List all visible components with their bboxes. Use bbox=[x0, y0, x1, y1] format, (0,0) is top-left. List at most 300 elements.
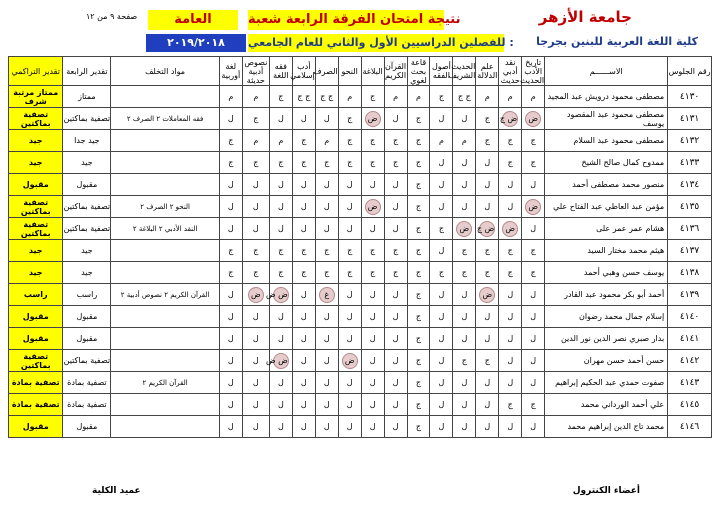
grade-value: ض bbox=[342, 353, 358, 369]
grade-value: ل bbox=[369, 290, 376, 299]
grade-value: ل bbox=[369, 312, 376, 321]
grade-cell bbox=[476, 152, 499, 174]
grade-cell bbox=[338, 394, 361, 416]
grade-value: ل bbox=[484, 312, 491, 321]
student-name: هيثم محمد مختار السيد bbox=[545, 240, 668, 262]
grade-cell bbox=[242, 108, 269, 130]
grade-value: ج bbox=[415, 268, 422, 277]
failed-subjects bbox=[111, 328, 219, 350]
grade-value: ل bbox=[438, 334, 445, 343]
grade-cell bbox=[522, 108, 545, 130]
grade-cell bbox=[361, 218, 384, 240]
grade-value: ج bbox=[301, 158, 307, 167]
grade-value: ل bbox=[507, 334, 514, 343]
grade-value: ل bbox=[369, 180, 376, 189]
fourth-year-grade: تصفية بماكتين bbox=[63, 108, 111, 130]
seat-number: ٤١٣٤ bbox=[668, 174, 712, 196]
grade-value: م bbox=[253, 92, 259, 101]
grade-cell bbox=[361, 416, 384, 438]
grade-value: ل bbox=[530, 334, 537, 343]
seat-number: ٤١٣٩ bbox=[668, 284, 712, 306]
college-name: كلية اللغة العربية للبنين بجرجا bbox=[536, 35, 698, 48]
grade-cell bbox=[453, 174, 476, 196]
grade-value: ج bbox=[415, 356, 422, 365]
grade-cell bbox=[384, 86, 407, 108]
cumulative-grade: مقبول bbox=[9, 306, 63, 328]
grade-cell bbox=[269, 306, 292, 328]
fourth-year-grade: تصفية بمادة bbox=[63, 394, 111, 416]
grade-value: ل bbox=[530, 224, 537, 233]
grade-value: ل bbox=[392, 334, 399, 343]
grade-value: ل bbox=[227, 224, 234, 233]
grade-cell bbox=[384, 240, 407, 262]
grade-value: ج bbox=[253, 114, 259, 123]
grade-value: ج bbox=[392, 136, 399, 145]
grade-cell bbox=[315, 262, 338, 284]
failed-subjects bbox=[111, 240, 219, 262]
table-row bbox=[9, 86, 712, 108]
grade-value: ج bbox=[392, 158, 399, 167]
failed-subjects bbox=[111, 306, 219, 328]
grade-value: ل bbox=[323, 400, 330, 409]
grade-value: ل bbox=[392, 114, 399, 123]
grade-value: م bbox=[324, 136, 330, 145]
grade-value: ج bbox=[370, 136, 376, 145]
cumulative-grade: تصفية بمادة bbox=[9, 372, 63, 394]
grade-cell bbox=[219, 416, 242, 438]
table-row bbox=[9, 306, 712, 328]
grade-value: م bbox=[253, 136, 259, 145]
grade-value: ل bbox=[323, 422, 330, 431]
grade-value: ج bbox=[347, 136, 353, 145]
grade-value: ل bbox=[300, 400, 307, 409]
seat-number: ٤١٣٢ bbox=[668, 130, 712, 152]
grade-value: ل bbox=[438, 114, 445, 123]
col-failed: مواد التخلف bbox=[111, 57, 219, 86]
grade-cell bbox=[384, 306, 407, 328]
seat-number: ٤١٣٦ bbox=[668, 218, 712, 240]
grade-value: ل bbox=[392, 180, 399, 189]
grade-value: ج bbox=[530, 158, 536, 167]
grade-value: ج bbox=[347, 246, 353, 255]
result-title: نتيجة امتحان الفرقة الرابعة شعبة bbox=[248, 10, 444, 30]
grade-cell bbox=[453, 152, 476, 174]
grade-value: ل bbox=[461, 422, 468, 431]
grade-cell bbox=[522, 130, 545, 152]
grade-cell bbox=[522, 284, 545, 306]
grade-cell bbox=[384, 372, 407, 394]
grade-value: ج bbox=[228, 158, 234, 167]
grade-value: ل bbox=[227, 312, 234, 321]
grade-value: ل bbox=[227, 334, 234, 343]
grade-cell bbox=[361, 108, 384, 130]
col-subject: الصرف bbox=[315, 57, 338, 86]
grade-value: ل bbox=[438, 356, 445, 365]
grade-cell bbox=[499, 372, 522, 394]
grade-cell bbox=[476, 394, 499, 416]
grade-value: ل bbox=[346, 400, 353, 409]
cumulative-grade: تصفية بماكتين bbox=[9, 108, 63, 130]
grade-cell bbox=[219, 174, 242, 196]
grade-cell bbox=[269, 372, 292, 394]
grade-value: ل bbox=[346, 180, 353, 189]
grade-value: ل bbox=[300, 202, 307, 211]
grade-value: ض ج bbox=[479, 221, 495, 237]
grade-value: ج bbox=[324, 158, 330, 167]
grade-value: م bbox=[278, 136, 284, 145]
grade-value: ض bbox=[365, 199, 381, 215]
grade-cell bbox=[430, 394, 453, 416]
col-subject: لغة أوربية bbox=[219, 57, 242, 86]
grade-cell bbox=[476, 328, 499, 350]
grade-cell bbox=[338, 350, 361, 372]
grade-value: ج bbox=[347, 268, 353, 277]
grade-value: ج bbox=[484, 246, 490, 255]
grade-value: ل bbox=[484, 202, 491, 211]
col-subject: النحو bbox=[338, 57, 361, 86]
grade-cell bbox=[242, 306, 269, 328]
grade-value: ل bbox=[461, 334, 468, 343]
grade-value: ل bbox=[461, 378, 468, 387]
grade-value: ل bbox=[484, 180, 491, 189]
grade-cell bbox=[430, 174, 453, 196]
grade-value: ل bbox=[507, 290, 514, 299]
grade-value: ل bbox=[277, 378, 284, 387]
table-row bbox=[9, 350, 712, 372]
grade-value: م bbox=[507, 92, 513, 101]
fourth-year-grade: تصفية بماكتين bbox=[63, 218, 111, 240]
grade-value: ج bbox=[438, 224, 444, 233]
grade-value: ج bbox=[415, 224, 422, 233]
grade-value: ض bbox=[525, 111, 541, 127]
grade-cell bbox=[242, 416, 269, 438]
student-name: هشام عمر عمر على bbox=[545, 218, 668, 240]
grade-value: ل bbox=[369, 378, 376, 387]
grade-cell bbox=[219, 394, 242, 416]
table-row bbox=[9, 328, 712, 350]
grade-cell bbox=[407, 372, 430, 394]
grade-cell bbox=[269, 394, 292, 416]
grade-cell bbox=[407, 86, 430, 108]
grade-value: ل bbox=[277, 202, 284, 211]
grade-cell bbox=[242, 196, 269, 218]
student-name: مصطفى محمود درويش عبد المجيد bbox=[545, 86, 668, 108]
grade-cell bbox=[219, 262, 242, 284]
grade-cell bbox=[338, 306, 361, 328]
grade-value: ج bbox=[228, 136, 234, 145]
grade-cell bbox=[407, 284, 430, 306]
grade-value: ل bbox=[461, 114, 468, 123]
fourth-year-grade: تصفية بماكتين bbox=[63, 196, 111, 218]
grade-value: ل bbox=[227, 356, 234, 365]
grade-cell bbox=[384, 262, 407, 284]
cumulative-grade: مقبول bbox=[9, 328, 63, 350]
grade-cell bbox=[292, 174, 315, 196]
seat-number: ٤١٣٨ bbox=[668, 262, 712, 284]
grade-cell bbox=[384, 328, 407, 350]
fourth-year-grade: ممتاز bbox=[63, 86, 111, 108]
grade-value: ض ج bbox=[502, 111, 518, 127]
seat-number: ٤١٤٠ bbox=[668, 306, 712, 328]
grade-value: ج bbox=[301, 268, 307, 277]
grade-value: ل bbox=[392, 224, 399, 233]
grade-cell bbox=[430, 240, 453, 262]
grade-cell bbox=[361, 174, 384, 196]
grade-cell bbox=[499, 152, 522, 174]
grade-cell bbox=[407, 262, 430, 284]
grade-cell bbox=[361, 284, 384, 306]
grade-cell bbox=[407, 218, 430, 240]
grade-value: م bbox=[438, 136, 444, 145]
grade-value: ل bbox=[300, 312, 307, 321]
grade-value: ج bbox=[278, 268, 284, 277]
failed-subjects bbox=[111, 262, 219, 284]
grade-cell bbox=[499, 240, 522, 262]
fourth-year-grade: جيد bbox=[63, 152, 111, 174]
seat-number: ٤١٣٧ bbox=[668, 240, 712, 262]
grade-value: ل bbox=[300, 224, 307, 233]
grade-cell bbox=[499, 328, 522, 350]
grade-cell bbox=[522, 394, 545, 416]
grade-cell bbox=[453, 196, 476, 218]
cumulative-grade: مقبول bbox=[9, 416, 63, 438]
seat-number: ٤١٤٣ bbox=[668, 372, 712, 394]
grade-cell bbox=[453, 306, 476, 328]
grade-cell bbox=[269, 262, 292, 284]
student-name: مصطفى محمود عبد المقصود يوسف bbox=[545, 108, 668, 130]
grade-value: ل bbox=[438, 290, 445, 299]
grade-cell bbox=[242, 372, 269, 394]
grade-value: ل bbox=[323, 334, 330, 343]
grade-value: ض bbox=[456, 221, 472, 237]
grade-cell bbox=[269, 130, 292, 152]
grade-value: ج bbox=[484, 136, 490, 145]
grade-value: ل bbox=[484, 334, 491, 343]
grade-value: ل bbox=[507, 312, 514, 321]
seat-number: ٤١٤١ bbox=[668, 328, 712, 350]
grade-value: ل bbox=[323, 224, 330, 233]
seat-number: ٤١٣٠ bbox=[668, 86, 712, 108]
grade-cell bbox=[361, 240, 384, 262]
cumulative-grade: تصفية بماكتين bbox=[9, 350, 63, 372]
grade-value: ل bbox=[392, 312, 399, 321]
grade-cell bbox=[292, 218, 315, 240]
grade-value: ل bbox=[346, 202, 353, 211]
seat-number: ٤١٤٢ bbox=[668, 350, 712, 372]
failed-subjects: فقه المعاملات ٢ الصرف ٢ bbox=[111, 108, 219, 130]
fourth-year-grade: جيد جدا bbox=[63, 130, 111, 152]
grade-cell bbox=[242, 86, 269, 108]
grade-value: م bbox=[416, 92, 421, 101]
seat-number: ٤١٤٥ bbox=[668, 394, 712, 416]
grade-cell bbox=[269, 218, 292, 240]
grade-value: ج bbox=[461, 356, 467, 365]
grade-cell bbox=[338, 240, 361, 262]
table-row bbox=[9, 284, 712, 306]
grade-value: ل bbox=[461, 180, 468, 189]
grade-value: م bbox=[484, 92, 490, 101]
grade-cell bbox=[315, 372, 338, 394]
grade-cell bbox=[315, 416, 338, 438]
grade-cell bbox=[315, 196, 338, 218]
header-row bbox=[9, 57, 712, 86]
grade-value: ج bbox=[370, 268, 376, 277]
grade-value: ج bbox=[507, 246, 513, 255]
table-row bbox=[9, 240, 712, 262]
grade-value: ج bbox=[347, 114, 353, 123]
grade-value: ل bbox=[277, 422, 284, 431]
grade-cell bbox=[499, 174, 522, 196]
grade-cell bbox=[522, 350, 545, 372]
grade-value: ج bbox=[438, 268, 444, 277]
grade-cell bbox=[499, 108, 522, 130]
grade-cell bbox=[499, 86, 522, 108]
grade-cell bbox=[430, 306, 453, 328]
grade-cell bbox=[407, 328, 430, 350]
grade-value: ل bbox=[484, 400, 491, 409]
grade-value: ل bbox=[392, 356, 399, 365]
grade-cell bbox=[269, 416, 292, 438]
grade-value: ل bbox=[300, 378, 307, 387]
grade-cell bbox=[338, 328, 361, 350]
grade-cell bbox=[499, 350, 522, 372]
grade-cell bbox=[453, 350, 476, 372]
col-subject: تاريخ الأدب الحديث bbox=[520, 57, 545, 85]
grade-value: ل bbox=[484, 158, 491, 167]
grade-value: ل bbox=[277, 114, 284, 123]
grade-cell bbox=[430, 262, 453, 284]
grade-value: ج bbox=[484, 356, 490, 365]
grade-cell bbox=[219, 306, 242, 328]
grade-value: ج bbox=[507, 158, 513, 167]
grade-cell bbox=[476, 196, 499, 218]
grade-value: ل bbox=[438, 378, 445, 387]
grade-cell bbox=[384, 196, 407, 218]
table-row bbox=[9, 218, 712, 240]
grade-cell bbox=[292, 108, 315, 130]
grade-cell bbox=[430, 372, 453, 394]
grade-cell bbox=[292, 262, 315, 284]
grade-cell bbox=[269, 174, 292, 196]
grade-value: ل bbox=[530, 422, 537, 431]
grade-cell bbox=[315, 218, 338, 240]
grade-cell bbox=[269, 196, 292, 218]
grade-value: ض bbox=[502, 221, 518, 237]
grade-cell bbox=[499, 262, 522, 284]
grade-cell bbox=[219, 218, 242, 240]
grade-value: ل bbox=[323, 312, 330, 321]
col-subject: القرآن الكريم bbox=[384, 57, 407, 86]
grade-value: ج ج bbox=[457, 92, 471, 101]
grade-cell bbox=[499, 284, 522, 306]
grade-value: ل bbox=[369, 356, 376, 365]
grade-cell bbox=[453, 284, 476, 306]
grade-value: ل bbox=[484, 422, 491, 431]
grade-cell bbox=[361, 152, 384, 174]
grade-value: ل bbox=[227, 290, 234, 299]
fourth-year-grade: مقبول bbox=[63, 306, 111, 328]
grade-value: ل bbox=[438, 400, 445, 409]
grade-value: ج bbox=[301, 136, 307, 145]
grade-value: ج bbox=[484, 114, 490, 123]
grade-cell bbox=[242, 262, 269, 284]
grade-cell bbox=[476, 350, 499, 372]
grade-value: ل bbox=[300, 334, 307, 343]
cumulative-grade: جيد bbox=[9, 262, 63, 284]
grade-cell bbox=[453, 86, 476, 108]
grade-cell bbox=[219, 196, 242, 218]
grade-value: ل bbox=[461, 158, 468, 167]
grade-cell bbox=[292, 394, 315, 416]
grade-cell bbox=[219, 152, 242, 174]
grade-value: ج bbox=[415, 290, 422, 299]
grade-cell bbox=[453, 262, 476, 284]
failed-subjects bbox=[111, 152, 219, 174]
grade-cell bbox=[242, 152, 269, 174]
grade-cell bbox=[499, 416, 522, 438]
grade-value: ج bbox=[530, 136, 536, 145]
grade-cell bbox=[476, 416, 499, 438]
grade-value: ل bbox=[227, 180, 234, 189]
grade-cell bbox=[499, 196, 522, 218]
col-subject: علم الدلالة bbox=[476, 57, 499, 86]
grade-value: ج bbox=[415, 400, 422, 409]
grade-cell bbox=[292, 416, 315, 438]
grade-cell bbox=[292, 130, 315, 152]
grade-cell bbox=[522, 240, 545, 262]
grade-value: ل bbox=[277, 400, 284, 409]
grade-value: ل bbox=[323, 180, 330, 189]
grade-value: ض ض bbox=[273, 353, 289, 369]
failed-subjects bbox=[111, 174, 219, 196]
grade-cell bbox=[430, 152, 453, 174]
grade-value: ج ج bbox=[297, 92, 311, 101]
grade-value: ل bbox=[530, 180, 537, 189]
grade-value: ج bbox=[324, 268, 330, 277]
grade-cell bbox=[219, 350, 242, 372]
grade-cell bbox=[407, 394, 430, 416]
failed-subjects: النحو ٢ الصرف ٢ bbox=[111, 196, 219, 218]
col-subject: نصوص أدبية حديثة bbox=[242, 57, 269, 86]
grade-cell bbox=[338, 108, 361, 130]
grade-cell bbox=[407, 306, 430, 328]
grade-value: ج bbox=[415, 136, 422, 145]
grade-value: ج bbox=[507, 400, 513, 409]
grade-value: ج bbox=[415, 180, 422, 189]
grade-value: ل bbox=[300, 180, 307, 189]
grade-cell bbox=[219, 328, 242, 350]
grade-value: ج bbox=[530, 268, 536, 277]
col-seat: رقم الجلوس bbox=[668, 57, 712, 86]
seat-number: ٤١٤٦ bbox=[668, 416, 712, 438]
grade-cell bbox=[292, 328, 315, 350]
grade-cell bbox=[522, 196, 545, 218]
grade-cell bbox=[361, 86, 384, 108]
grade-cell bbox=[453, 394, 476, 416]
grade-cell bbox=[453, 108, 476, 130]
grade-value: ج bbox=[461, 268, 467, 277]
student-name: مصطفى محمود عبد السلام bbox=[545, 130, 668, 152]
grade-cell bbox=[292, 350, 315, 372]
student-name: محمد تاج الدين إبراهيم محمد bbox=[545, 416, 668, 438]
grade-value: ض bbox=[248, 287, 264, 303]
grade-value: ج bbox=[530, 400, 536, 409]
grade-cell bbox=[522, 306, 545, 328]
grade-cell bbox=[453, 372, 476, 394]
grade-value: ل bbox=[438, 422, 445, 431]
failed-subjects: القرآن الكريم ٢ نصوص أدبية ٢ bbox=[111, 284, 219, 306]
grade-cell bbox=[407, 416, 430, 438]
